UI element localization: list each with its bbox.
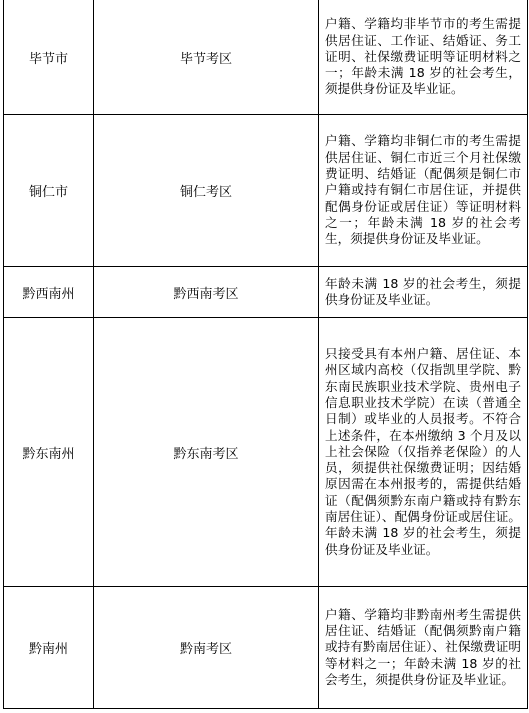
exam-area-cell: 黔南考区: [94, 587, 319, 709]
requirement-cell: 户籍、学籍均非铜仁市的考生需提供居住证、铜仁市近三个月社保缴费证明、结婚证（配偶须是铜仁市户籍或持有铜仁市居住证，并提供配偶身份证或居住证）等证明材料之一；年龄未满 18 岁的社会考生，须提供身份证及毕业证。: [319, 115, 528, 267]
city-cell: 黔东南州: [4, 318, 94, 587]
city-cell: 毕节市: [4, 0, 94, 115]
exam-area-table: [3, 0, 528, 709]
city-cell: 铜仁市: [4, 115, 94, 267]
table-row: [4, 318, 528, 587]
requirement-cell: 只接受具有本州户籍、居住证、本州区域内高校（仅指凯里学院、黔东南民族职业技术学院、贵州电子信息职业技术学院）在读（普通全日制）或毕业的人员报考。不符合上述条件，在本州缴纳 3 个月及以上社会保险（仅指养老保险）的人员，须提供社保缴费证明；因结婚原因需在本州报考的，需提供结婚证（配偶须黔东南户籍或持有黔东南居住证）、配偶身份证或居住证。年龄未满 18 岁的社会考生，须提供身份证及毕业证。: [319, 318, 528, 587]
exam-area-cell: 铜仁考区: [94, 115, 319, 267]
table-row: [4, 587, 528, 709]
city-cell: 黔南州: [4, 587, 94, 709]
requirement-cell: 户籍、学籍均非黔南州考生需提供居住证、结婚证（配偶须黔南户籍或持有黔南居住证）、社保缴费证明等材料之一；年龄未满 18 岁的社会考生，须提供身份证及毕业证。: [319, 587, 528, 709]
exam-area-cell: 毕节考区: [94, 0, 319, 115]
table-row: [4, 267, 528, 318]
requirement-cell: 户籍、学籍均非毕节市的考生需提供居住证、工作证、结婚证、务工证明、社保缴费证明等证明材料之一；年龄未满 18 岁的社会考生，须提供身份证及毕业证。: [319, 0, 528, 115]
requirement-cell: 年龄未满 18 岁的社会考生，须提供身份证及毕业证。: [319, 267, 528, 318]
table-row: [4, 0, 528, 115]
exam-area-cell: 黔西南考区: [94, 267, 319, 318]
city-cell: 黔西南州: [4, 267, 94, 318]
table-row: [4, 115, 528, 267]
exam-area-cell: 黔东南考区: [94, 318, 319, 587]
